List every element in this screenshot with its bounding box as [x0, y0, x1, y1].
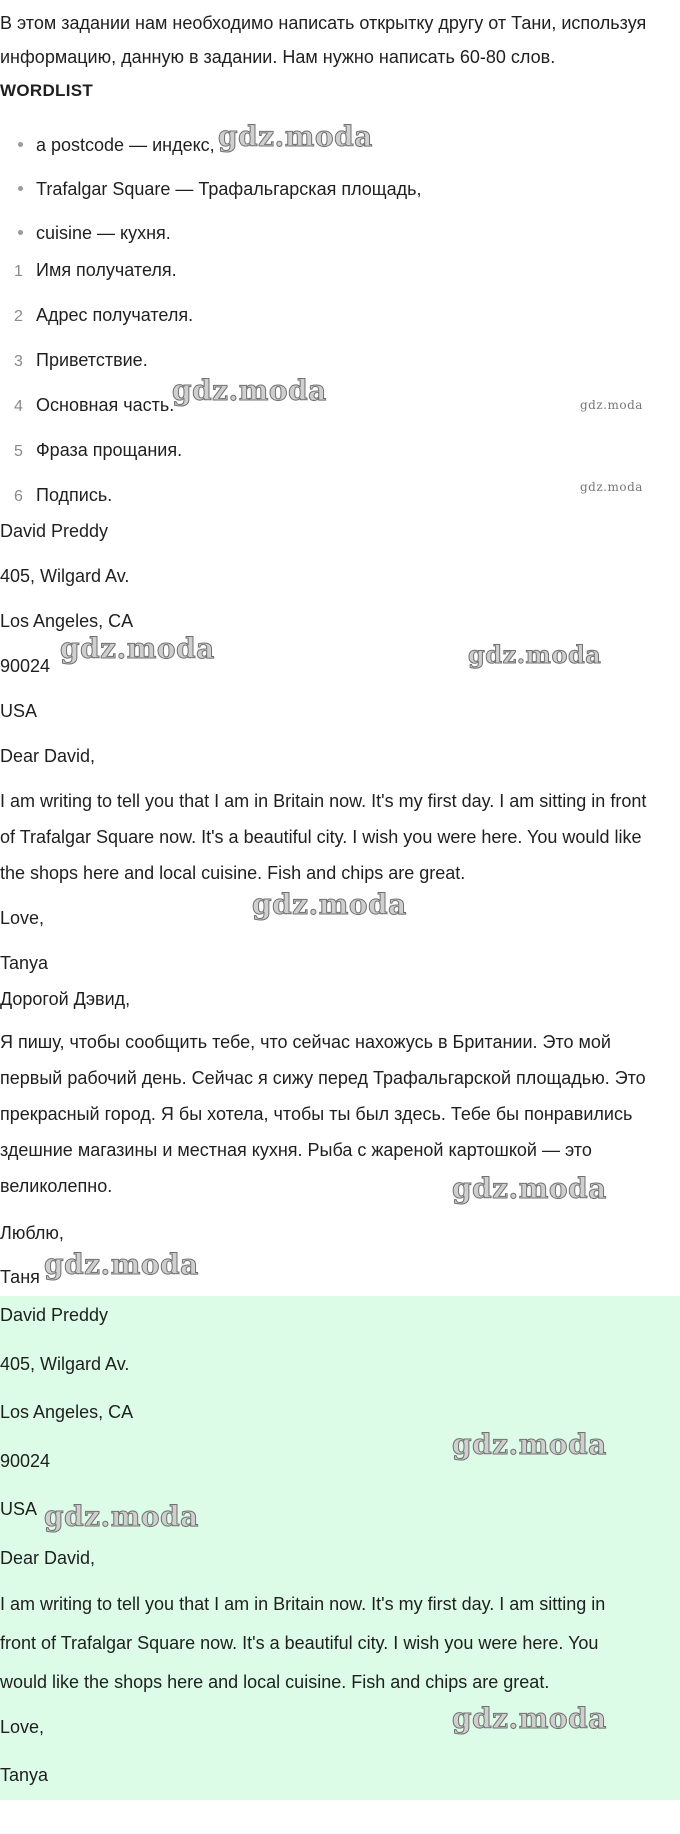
plan-number: 6 — [14, 488, 23, 505]
recipient-name: David Preddy — [0, 521, 109, 541]
watermark-logo: gdz.moda — [44, 1500, 199, 1533]
bullet-icon — [18, 186, 23, 191]
plan-number: 3 — [14, 353, 23, 370]
wordlist-item-text: Trafalgar Square — Трафальгарская площадь, — [36, 179, 422, 199]
answer-body-line: I am writing to tell you that I am in Britain now. It's my first day. I am sitting in — [0, 1594, 606, 1614]
answer-name: David Preddy — [0, 1305, 109, 1325]
wordlist-item — [18, 222, 171, 244]
answer-country: USA — [0, 1499, 38, 1519]
letter-body — [0, 783, 678, 891]
recipient-city: Los Angeles, CA — [0, 611, 134, 631]
watermark-logo: gdz.moda — [452, 1428, 607, 1461]
watermark-logo: gdz.moda — [172, 374, 327, 407]
plan-text: Имя получателя. — [36, 260, 177, 280]
answer-body — [0, 1585, 678, 1702]
plan-number: 2 — [14, 308, 23, 325]
watermark-logo: gdz.moda — [218, 120, 373, 153]
watermark-logo: gdz.moda — [468, 640, 602, 669]
answer-street: 405, Wilgard Av. — [0, 1354, 130, 1374]
wordlist-item — [18, 134, 215, 156]
recipient-country: USA — [0, 701, 38, 721]
translation-body-line: Я пишу, чтобы сообщить тебе, что сейчас нахожусь в Британии. Это мой — [0, 1032, 611, 1052]
watermark-logo: gdz.moda — [452, 1172, 607, 1205]
plan-text: Подпись. — [36, 485, 113, 505]
plan-number: 4 — [14, 398, 23, 415]
answer-closing: Love, — [0, 1717, 45, 1737]
plan-item — [14, 259, 177, 283]
translation-greeting: Дорогой Дэвид, — [0, 989, 131, 1009]
translation-signature: Таня — [0, 1267, 40, 1287]
wordlist-item-text: cuisine — кухня. — [36, 223, 171, 243]
wordlist-item — [18, 178, 422, 200]
bullet-icon — [18, 230, 23, 235]
watermark-logo: gdz.moda — [252, 888, 407, 921]
plan-item — [14, 439, 182, 463]
answer-body-line: front of Trafalgar Square now. It's a beautiful city. I wish you were here. You — [0, 1633, 599, 1653]
plan-item — [14, 349, 148, 373]
answer-greeting: Dear David, — [0, 1548, 96, 1568]
plan-text: Приветствие. — [36, 350, 148, 370]
plan-item — [14, 484, 112, 508]
watermark-logo: gdz.moda — [452, 1702, 607, 1735]
letter-greeting: Dear David, — [0, 746, 96, 766]
letter-body-line: of Trafalgar Square now. It's a beautiful city. I wish you were here. You would like — [0, 827, 642, 847]
intro-line-1: В этом задании нам необходимо написать открытку другу от Тани, используя — [0, 13, 647, 33]
intro-line-2: информацию, данную в задании. Нам нужно написать 60-80 слов. — [0, 47, 556, 67]
letter-signature: Tanya — [0, 953, 49, 973]
plan-number: 1 — [14, 263, 23, 280]
answer-box — [0, 1296, 680, 1800]
translation-body-line: великолепно. — [0, 1176, 113, 1196]
bullet-icon — [18, 142, 23, 147]
translation-body-line: здешние магазины и местная кухня. Рыба с жареной картошкой — это — [0, 1140, 592, 1160]
translation-body — [0, 1024, 678, 1204]
plan-item — [14, 304, 193, 328]
letter-body-line: I am writing to tell you that I am in Britain now. It's my first day. I am sitting in front — [0, 791, 647, 811]
recipient-street: 405, Wilgard Av. — [0, 566, 130, 586]
plan-text: Основная часть. — [36, 395, 175, 415]
plan-number: 5 — [14, 443, 23, 460]
translation-body-line: первый рабочий день. Сейчас я сижу перед Трафальгарской площадью. Это — [0, 1068, 646, 1088]
letter-body-line: the shops here and local cuisine. Fish and chips are great. — [0, 863, 466, 883]
letter-closing: Love, — [0, 908, 45, 928]
answer-zip: 90024 — [0, 1451, 51, 1471]
wordlist-item-text: a postcode — индекс, — [36, 135, 215, 155]
plan-item — [14, 394, 174, 418]
watermark-logo: gdz.moda — [60, 632, 215, 665]
answer-signature: Tanya — [0, 1765, 49, 1785]
translation-body-line: прекрасный город. Я бы хотела, чтобы ты был здесь. Тебе бы понравились — [0, 1104, 633, 1124]
recipient-zip: 90024 — [0, 656, 51, 676]
watermark-logo: gdz.moda — [44, 1248, 199, 1281]
answer-city: Los Angeles, CA — [0, 1402, 134, 1422]
translation-closing: Люблю, — [0, 1223, 64, 1243]
watermark-logo: gdz.moda — [580, 398, 643, 412]
plan-text: Адрес получателя. — [36, 305, 194, 325]
wordlist-title: WORDLIST — [0, 81, 94, 100]
watermark-logo: gdz.moda — [580, 480, 643, 494]
answer-body-line: would like the shops here and local cuisine. Fish and chips are great. — [0, 1672, 550, 1692]
plan-text: Фраза прощания. — [36, 440, 183, 460]
